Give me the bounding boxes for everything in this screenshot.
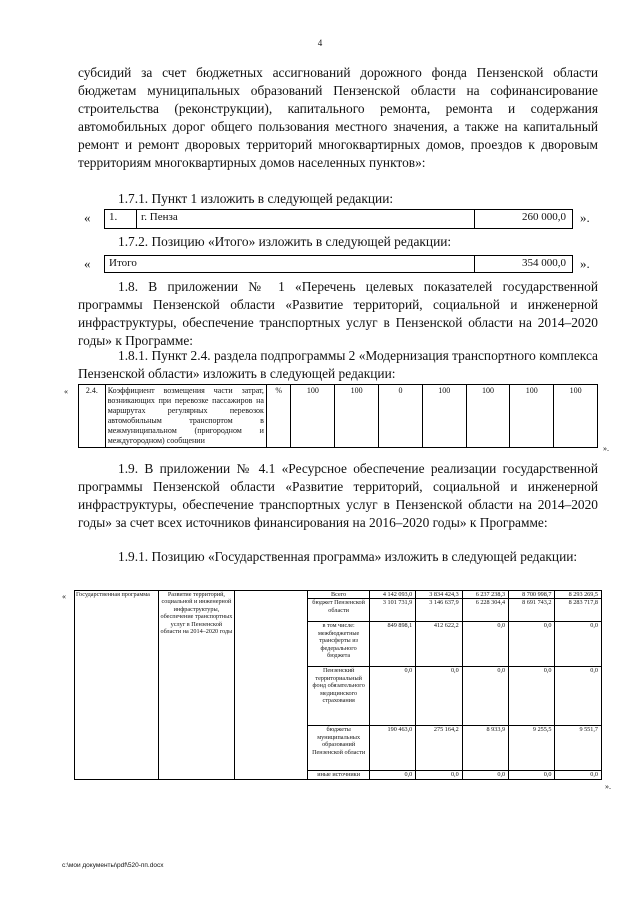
- total-value: 354 000,0: [522, 257, 566, 269]
- replacement-row-1: [104, 209, 573, 229]
- funding-source: бюджеты муниципальных образований Пензенской области: [308, 726, 369, 771]
- funding-value: 4 142 093,0: [369, 591, 415, 599]
- funding-source: Пензенский территориальный фонд обязательного медицинского страхования: [308, 667, 369, 726]
- funding-source: бюджет Пензенской области: [308, 599, 369, 622]
- funding-value: 9 255,5: [509, 726, 555, 771]
- funding-value: 6 237 238,3: [462, 591, 508, 599]
- amount-value: 260 000,0: [522, 211, 566, 223]
- paragraph-1-7-1: 1.7.1. Пункт 1 изложить в следующей редакции:: [118, 191, 394, 206]
- program-status: Государственная программа: [75, 591, 159, 780]
- funding-value: 0,0: [509, 771, 555, 779]
- funding-value: 0,0: [416, 667, 462, 726]
- quote-close: ».: [580, 256, 590, 271]
- row-number: 1.: [105, 210, 137, 228]
- indicator-value: 100: [466, 385, 510, 448]
- funding-value: 8 283 717,8: [555, 599, 602, 622]
- indicator-value: 100: [291, 385, 335, 448]
- funding-value: 3 146 637,9: [416, 599, 462, 622]
- indicator-value: 100: [510, 385, 554, 448]
- indicator-value: 100: [335, 385, 379, 448]
- funding-source: в том числе: межбюджетные трансферты из федерального бюджета: [308, 622, 369, 667]
- file-path-footer: c:\мои документы\pdf\520-пп.docx: [62, 862, 164, 869]
- funding-value: 0,0: [462, 667, 508, 726]
- quote-open: «: [84, 210, 91, 225]
- municipality-name: г. Пенза: [137, 210, 475, 228]
- intro-paragraph: субсидий за счет бюджетных ассигнований дорожного фонда Пензенской области бюджетам муниципальных образований Пензенской области на софинансирование строительства (реконструкции), капитального ремонта, ремонта и содержания автомобильных дорог общего пользования местного значения, а также на капитальный ремонт и ремонт дворовых территорий многоквартирных домов, проездов к дворовым территориям многоквартирных домов населенных пунктов»:: [78, 65, 598, 170]
- quote-open: «: [64, 387, 68, 396]
- quote-close: ».: [580, 210, 590, 225]
- funding-value: 190 463,0: [369, 726, 415, 771]
- paragraph-1-9-1: 1.9.1. Позицию «Государственная программа» изложить в следующей редакции:: [118, 549, 578, 564]
- funding-value: 849 898,1: [369, 622, 415, 667]
- funding-value: 0,0: [509, 667, 555, 726]
- quote-close: ».: [603, 444, 609, 453]
- funding-value: 0,0: [462, 771, 508, 779]
- funding-value: 275 164,2: [416, 726, 462, 771]
- page-number: 4: [317, 38, 323, 48]
- funding-value: 3 101 731,9: [369, 599, 415, 622]
- indicator-unit: %: [266, 385, 291, 448]
- indicator-description: Коэффициент возмещения части затрат, возникающих при перевозке пассажиров на маршрутах регулярных перевозок автомобильным транспортом в межмуниципальном (пригородном и междугородном) сообщении: [105, 385, 266, 448]
- quote-open: «: [62, 592, 66, 601]
- indicator-table: [78, 384, 598, 448]
- paragraph-1-8: 1.8. В приложении № 1 «Перечень целевых показателей государственной программы Пензенской области «Развитие территорий, социальной и инженерной инфраструктуры, обеспечение транспортных услуг в Пензенской области на 2014–2020 годы» к Программе:: [78, 279, 598, 348]
- funding-value: 0,0: [416, 771, 462, 779]
- paragraph-1-8-1: 1.8.1. Пункт 2.4. раздела подпрограммы 2 «Модернизация транспортного комплекса Пензенской области» изложить в следующей редакции:: [78, 348, 598, 381]
- total-label: Итого: [105, 256, 475, 272]
- funding-value: 3 834 424,3: [416, 591, 462, 599]
- funding-value: 0,0: [369, 771, 415, 779]
- funding-value: 0,0: [555, 622, 602, 667]
- program-name: Развитие территорий, социальной и инженерной инфраструктуры, обеспечение транспортных услуг в Пензенской области на 2014–2020 годы: [159, 591, 234, 780]
- quote-close: ».: [605, 782, 611, 791]
- funding-value: 0,0: [555, 771, 602, 779]
- funding-value: 412 622,2: [416, 622, 462, 667]
- indicator-value: 100: [422, 385, 466, 448]
- paragraph-1-9: 1.9. В приложении № 4.1 «Ресурсное обеспечение реализации государственной программы Пензенской области «Развитие территорий, социальной и инженерной инфраструктуры, обеспечение транспортных услуг в Пензенской области на 2014–2020 годы» за счет всех источников финансирования на 2016–2020 годы» к Программе:: [78, 461, 598, 530]
- funding-value: 8 700 998,7: [509, 591, 555, 599]
- funding-value: 8 933,9: [462, 726, 508, 771]
- funding-value: 0,0: [509, 622, 555, 667]
- indicator-value: 100: [554, 385, 598, 448]
- resource-table: [74, 590, 602, 780]
- paragraph-1-7-2: 1.7.2. Позицию «Итого» изложить в следующей редакции:: [118, 234, 452, 249]
- replacement-row-total: [104, 255, 573, 273]
- funding-value: 8 293 269,5: [555, 591, 602, 599]
- funding-value: 0,0: [369, 667, 415, 726]
- funding-source: иные источники: [308, 771, 369, 779]
- funding-value: 8 691 743,2: [509, 599, 555, 622]
- funding-source: Всего: [308, 591, 369, 599]
- funding-value: 9 551,7: [555, 726, 602, 771]
- funding-value: 6 228 304,4: [462, 599, 508, 622]
- funding-value: 0,0: [555, 667, 602, 726]
- indicator-value: 0: [379, 385, 423, 448]
- indicator-number: 2.4.: [79, 385, 106, 448]
- table-row: [79, 385, 598, 448]
- quote-open: «: [84, 256, 91, 271]
- funding-value: 0,0: [462, 622, 508, 667]
- table-row: [75, 591, 602, 599]
